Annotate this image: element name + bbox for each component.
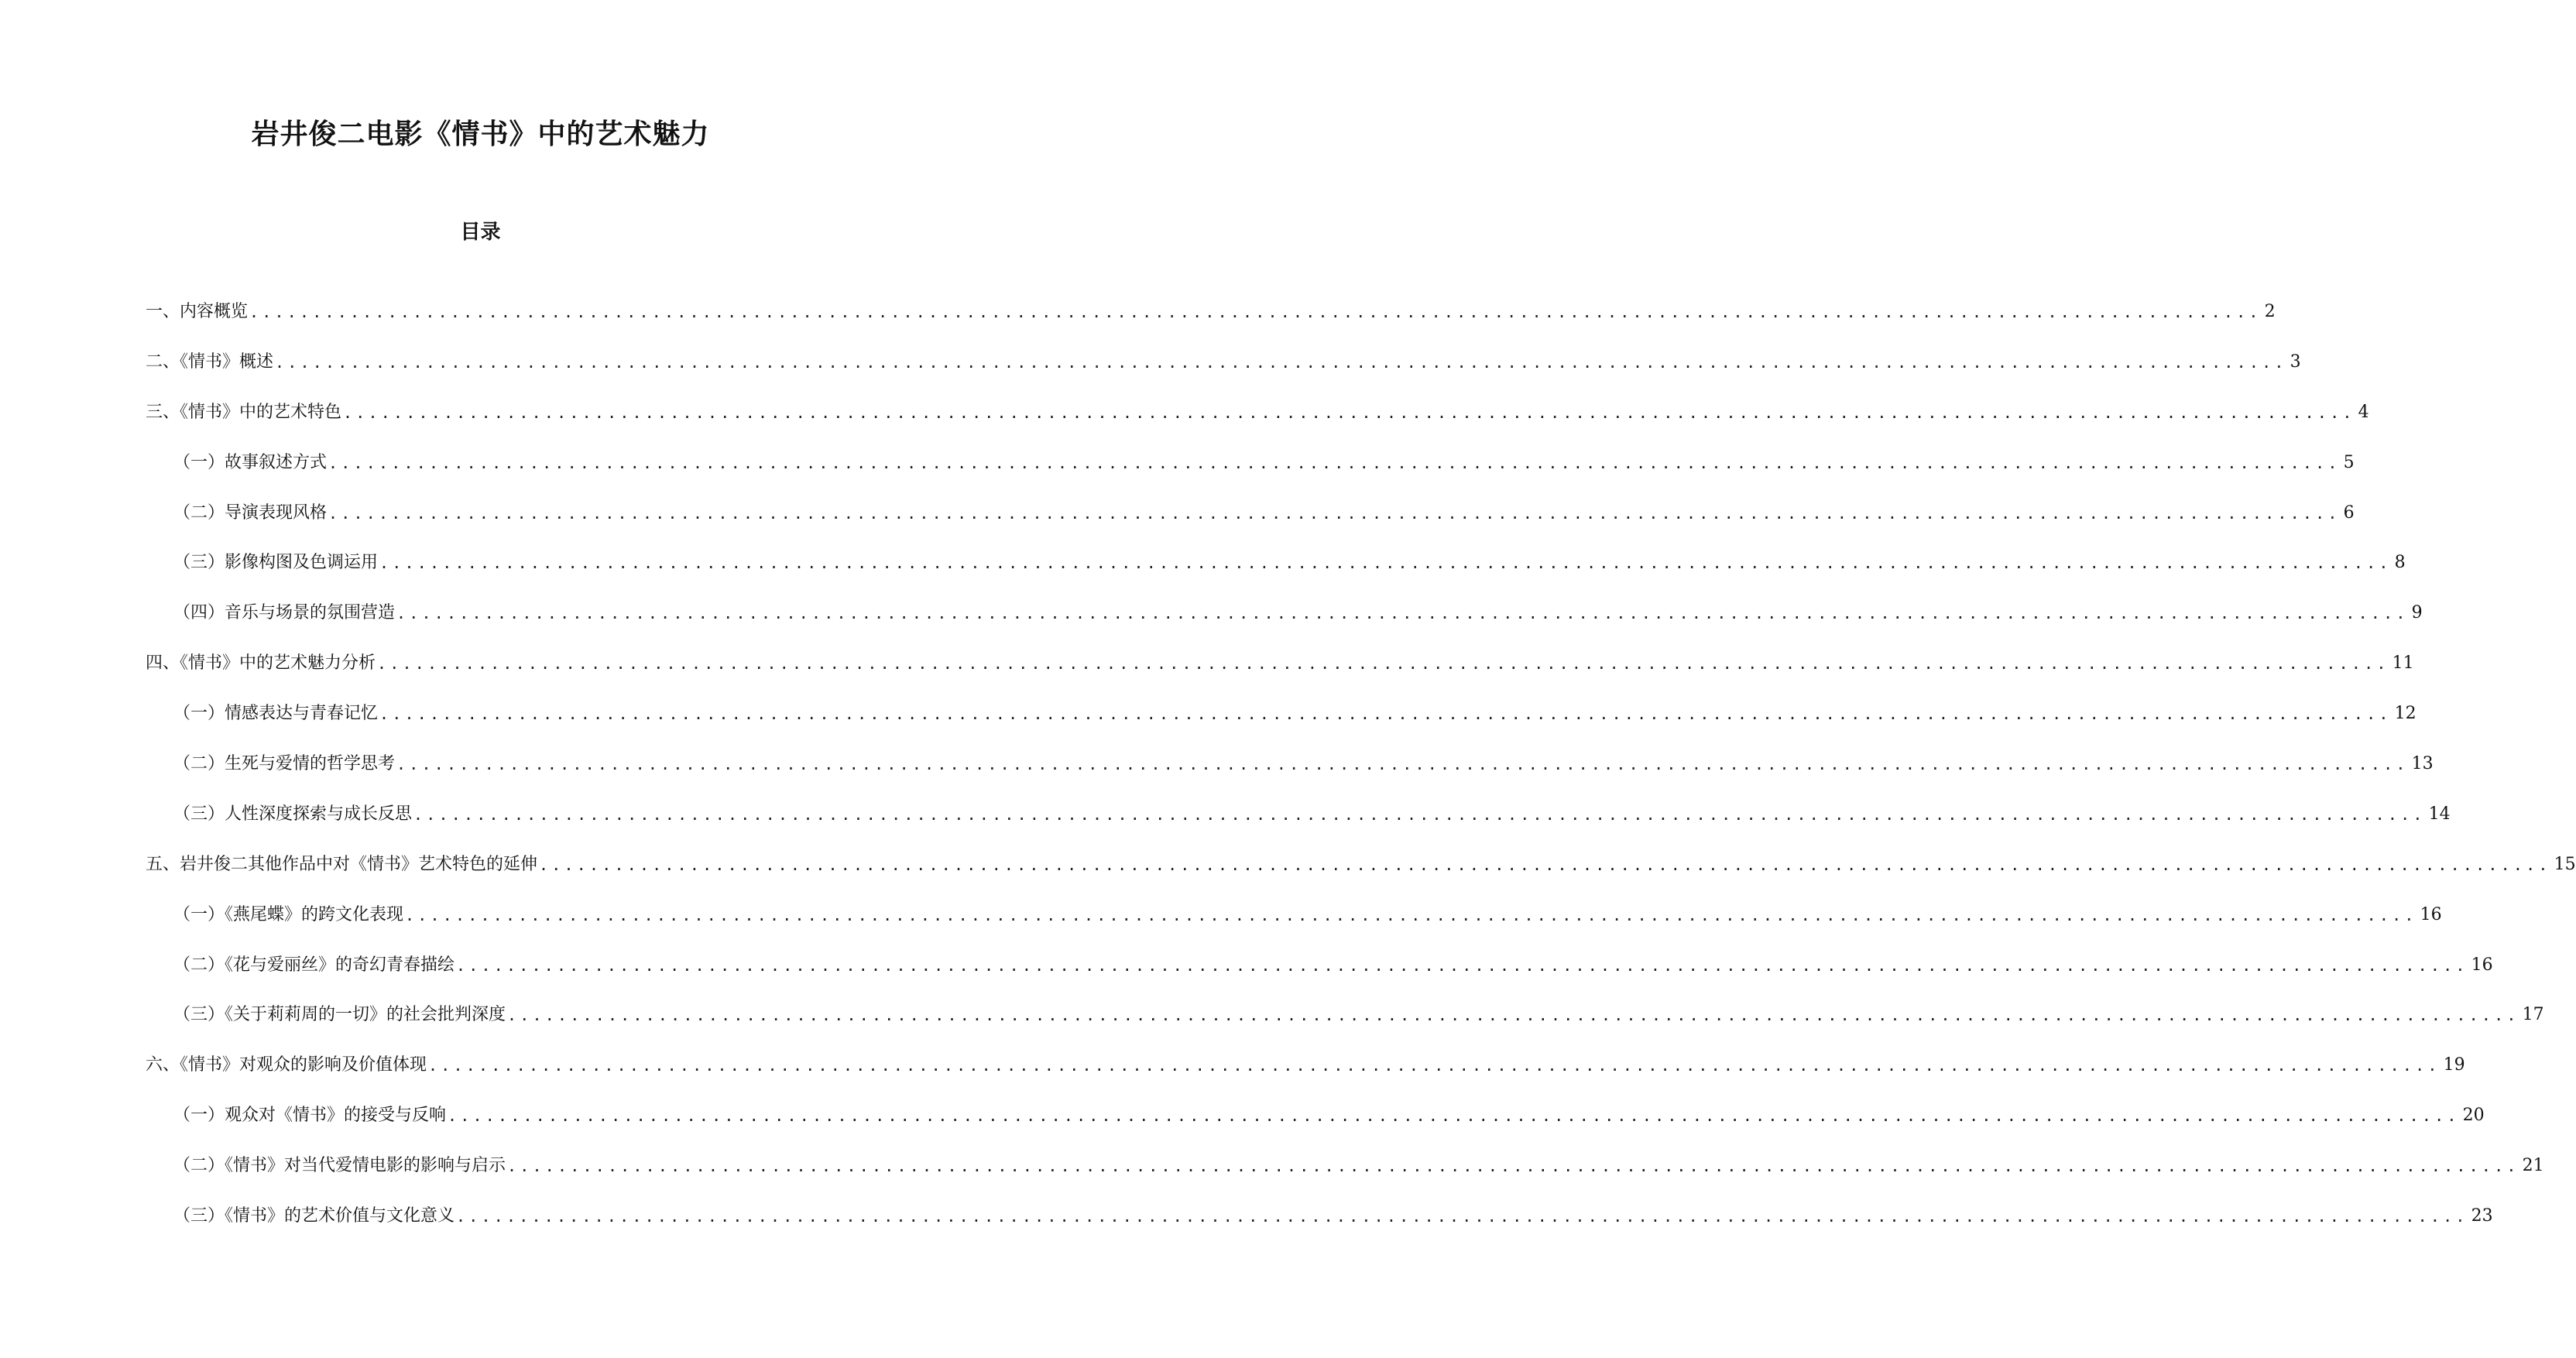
toc-entry-label: （三）人性深度探索与成长反思 (173, 804, 413, 824)
toc-entry-label: （四）音乐与场景的氛围营造 (173, 603, 396, 623)
toc-entry-label: （三）《关于莉莉周的一切》的社会批判深度 (173, 1005, 506, 1025)
toc-entry-label: （二）《情书》对当代爱情电影的影响与启示 (173, 1156, 506, 1176)
toc-dot-leader: ................................................................................................................................................................ (456, 955, 2468, 975)
toc-page-number: 19 (2443, 1055, 2465, 1075)
toc-page-number: 9 (2411, 603, 2423, 623)
toc-dot-leader: ................................................................................................................................................................ (405, 905, 2417, 924)
toc-dot-leader: ................................................................................................................................................................ (413, 804, 2426, 824)
toc-entry[interactable] (173, 551, 2406, 602)
toc-entry[interactable] (173, 753, 2434, 803)
toc-dot-leader: ................................................................................................................................................................ (428, 1056, 2441, 1075)
toc-entry[interactable] (146, 300, 2276, 351)
toc-page-number: 13 (2411, 754, 2434, 774)
toc-page-number: 2 (2264, 302, 2276, 321)
toc-page-number: 16 (2471, 955, 2493, 975)
toc-dot-leader: ................................................................................................................................................................ (328, 503, 2341, 523)
table-of-contents (0, 300, 2576, 1255)
toc-entry[interactable] (173, 602, 2423, 652)
toc-entry-label: （三）《情书》的艺术价值与文化意义 (173, 1206, 455, 1226)
toc-entry-label: （一）故事叙述方式 (173, 452, 328, 472)
toc-page-number: 5 (2343, 452, 2355, 472)
toc-entry[interactable] (173, 904, 2442, 954)
toc-entry[interactable] (173, 1003, 2544, 1054)
toc-page-number: 20 (2462, 1106, 2485, 1126)
toc-page-number: 4 (2358, 402, 2369, 422)
toc-entry-label: （二）导演表现风格 (173, 502, 328, 523)
toc-page-number: 3 (2290, 352, 2301, 372)
document-title: 岩井俊二电影《情书》中的艺术魅力 (251, 118, 710, 150)
toc-dot-leader: ................................................................................................................................................................ (507, 1157, 2519, 1176)
toc-dot-leader: ................................................................................................................................................................ (507, 1006, 2519, 1025)
toc-dot-leader: ................................................................................................................................................................ (456, 1207, 2468, 1226)
toc-entry-label: 五、岩井俊二其他作品中对《情书》艺术特色的延伸 (146, 854, 538, 874)
toc-entry[interactable] (173, 954, 2493, 1004)
toc-entry[interactable] (146, 853, 2576, 904)
toc-entry-label: 二、《情书》概述 (146, 352, 274, 372)
toc-dot-leader: ................................................................................................................................................................ (379, 705, 2392, 724)
toc-dot-leader: ................................................................................................................................................................ (377, 654, 2389, 674)
toc-dot-leader: ................................................................................................................................................................ (275, 352, 2287, 372)
toc-page-number: 8 (2394, 553, 2406, 573)
toc-entry[interactable] (173, 502, 2355, 552)
toc-entry-label: （二）《花与爱丽丝》的奇幻青春描绘 (173, 955, 455, 975)
toc-entry-label: （一）情感表达与青春记忆 (173, 704, 379, 724)
toc-page-number: 14 (2428, 804, 2451, 824)
toc-dot-leader: ................................................................................................................................................................ (539, 855, 2551, 874)
toc-entry[interactable] (173, 451, 2355, 502)
toc-dot-leader: ................................................................................................................................................................ (448, 1106, 2460, 1126)
toc-entry-label: （三）影像构图及色调运用 (173, 553, 379, 573)
toc-entry-label: 四、《情书》中的艺术魅力分析 (146, 653, 376, 674)
toc-entry-label: （一）观众对《情书》的接受与反响 (173, 1106, 447, 1126)
toc-heading: 目录 (460, 221, 501, 244)
toc-dot-leader: ................................................................................................................................................................ (328, 453, 2341, 472)
toc-dot-leader: ................................................................................................................................................................ (396, 604, 2409, 623)
toc-page-number: 15 (2554, 854, 2576, 874)
toc-entry[interactable] (173, 803, 2451, 853)
toc-entry[interactable] (146, 652, 2414, 702)
toc-page-number: 12 (2394, 704, 2417, 724)
toc-entry-label: 六、《情书》对观众的影响及价值体现 (146, 1055, 427, 1075)
toc-page-number: 16 (2420, 904, 2442, 924)
toc-entry-label: （一）《燕尾蝶》的跨文化表现 (173, 904, 404, 924)
toc-entry[interactable] (173, 702, 2417, 753)
toc-entry[interactable] (146, 401, 2369, 451)
toc-entry[interactable] (173, 1104, 2485, 1154)
toc-page-number: 11 (2392, 653, 2414, 674)
toc-dot-leader: ................................................................................................................................................................ (249, 303, 2262, 321)
toc-entry[interactable] (173, 1205, 2493, 1255)
toc-page-number: 17 (2522, 1005, 2544, 1025)
toc-dot-leader: ................................................................................................................................................................ (343, 403, 2355, 422)
toc-dot-leader: ................................................................................................................................................................ (396, 755, 2409, 774)
toc-entry-label: 三、《情书》中的艺术特色 (146, 402, 342, 422)
toc-page-number: 6 (2343, 502, 2355, 523)
toc-page-number: 23 (2471, 1206, 2493, 1226)
toc-entry-label: （二）生死与爱情的哲学思考 (173, 754, 396, 774)
toc-entry-label: 一、内容概览 (146, 302, 249, 321)
toc-page-number: 21 (2522, 1156, 2544, 1176)
toc-entry[interactable] (146, 1054, 2465, 1104)
toc-entry[interactable] (173, 1154, 2544, 1205)
toc-dot-leader: ................................................................................................................................................................ (379, 554, 2392, 573)
toc-entry[interactable] (146, 351, 2301, 401)
